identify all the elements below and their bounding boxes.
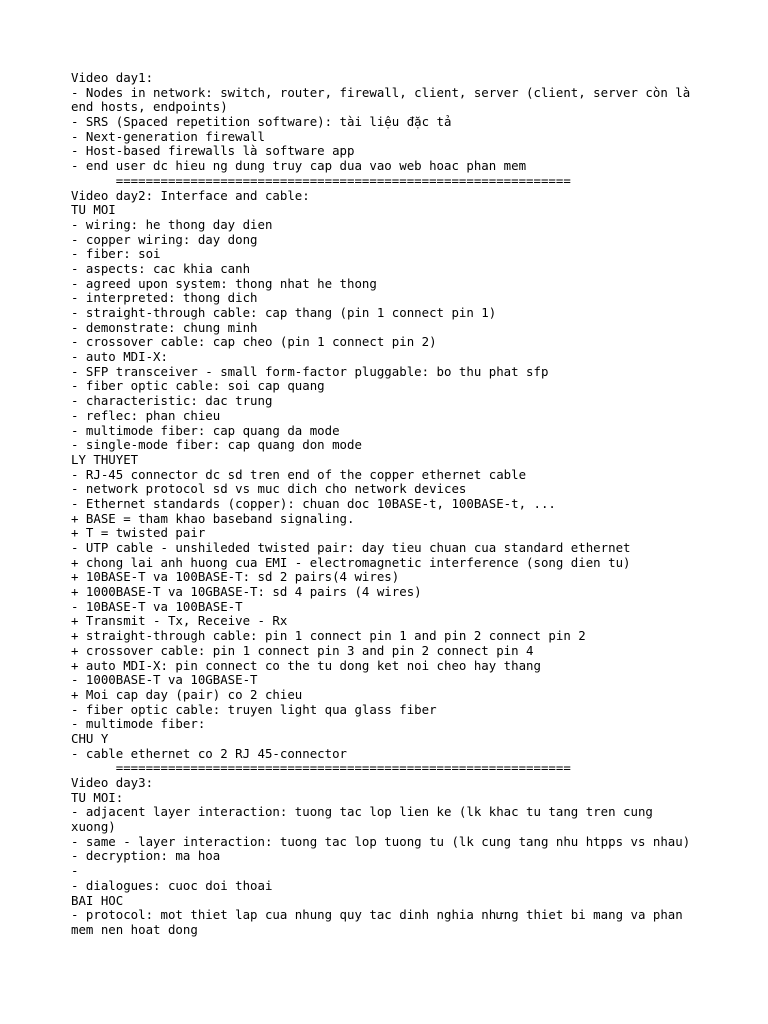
text-line: - Next-generation firewall — [71, 128, 265, 144]
subsection-heading: BAI HOC — [71, 892, 124, 908]
text-line: - fiber: soi — [71, 246, 161, 262]
text-line: - SFP transceiver - small form-factor pluggable: bo thu phat sfp — [71, 363, 549, 379]
notes-text-block — [71, 71, 711, 938]
text-line: + T = twisted pair — [71, 525, 206, 541]
text-line: - fiber optic cable: soi cap quang — [71, 378, 325, 394]
section-divider: ============================================================= — [71, 172, 571, 188]
subsection-heading: CHU Y — [71, 730, 109, 746]
subsection-heading: TU MOI — [71, 202, 116, 218]
text-line: + 10BASE-T va 100BASE-T: sd 2 pairs(4 wires) — [71, 569, 400, 585]
text-line: - 1000BASE-T va 10GBASE-T — [71, 672, 258, 688]
text-line: - multimode fiber: — [71, 716, 206, 732]
text-line: - wiring: he thong day dien — [71, 216, 273, 232]
text-line: - UTP cable - unshileded twisted pair: day tieu chuan cua standard ethernet — [71, 540, 631, 555]
text-line: - auto MDI-X: — [71, 349, 168, 365]
text-line: + straight-through cable: pin 1 connect pin 1 and pin 2 connect pin 2 — [71, 628, 586, 644]
text-line: - fiber optic cable: truyen light qua glass fiber — [71, 701, 437, 717]
text-line: - interpreted: thong dich — [71, 290, 258, 306]
text-line: - reflec: phan chieu — [71, 407, 221, 423]
text-line: + auto MDI-X: pin connect co the tu dong ket noi cheo hay thang — [71, 657, 541, 673]
section-heading: Video day3: — [71, 775, 154, 790]
text-line: + chong lai anh huong cua EMI - electromagnetic interference (song dien tu) — [71, 554, 631, 570]
text-line: - aspects: cac khia canh — [71, 260, 251, 276]
text-line: - SRS (Spaced repetition software): tài liệu đặc tả — [71, 114, 452, 130]
subsection-heading: TU MOI: — [71, 789, 124, 805]
text-line: - same - layer interaction: tuong tac lop tuong tu (lk cung tang nhu htpps vs nhau) — [71, 833, 691, 849]
text-line: + Moi cap day (pair) co 2 chieu — [71, 686, 303, 702]
text-line: - demonstrate: chung minh — [71, 319, 258, 335]
text-line: mem nen hoat dong — [71, 921, 198, 937]
text-line: - adjacent layer interaction: tuong tac lop lien ke (lk khac tu tang tren cung — [71, 804, 653, 820]
text-line: - RJ-45 connector dc sd tren end of the copper ethernet cable — [71, 466, 527, 482]
text-line: - end user dc hieu ng dung truy cap dua vao web hoac phan mem — [71, 158, 527, 174]
text-line: - dialogues: cuoc doi thoai — [71, 877, 273, 893]
text-line: - crossover cable: cap cheo (pin 1 connect pin 2) — [71, 334, 437, 350]
text-line: + Transmit - Tx, Receive - Rx — [71, 613, 288, 629]
text-line: + crossover cable: pin 1 connect pin 3 and pin 2 connect pin 4 — [71, 642, 534, 658]
text-line: - protocol: mot thiet lap cua nhung quy tac dinh nghia nhưng thiet bi mang va phan — [71, 907, 683, 923]
text-line: - Host-based firewalls là software app — [71, 143, 355, 159]
text-line: - cable ethernet co 2 RJ 45-connector — [71, 745, 348, 761]
text-line: - single-mode fiber: cap quang don mode — [71, 437, 362, 453]
text-line: + 1000BASE-T va 10GBASE-T: sd 4 pairs (4 wires) — [71, 584, 422, 600]
text-line: end hosts, endpoints) — [71, 99, 228, 115]
text-line: - network protocol sd vs muc dich cho network devices — [71, 481, 467, 497]
text-line: - copper wiring: day dong — [71, 231, 258, 247]
text-line: - straight-through cable: cap thang (pin 1 connect pin 1) — [71, 305, 497, 320]
text-line: - multimode fiber: cap quang da mode — [71, 422, 340, 438]
subsection-heading: LY THUYET — [71, 451, 139, 467]
text-line: xuong) — [71, 819, 116, 835]
text-line: + BASE = tham khao baseband signaling. — [71, 510, 355, 526]
section-heading: Video day2: Interface and cable: — [71, 187, 310, 203]
text-line: - — [71, 863, 79, 879]
text-line: - 10BASE-T va 100BASE-T — [71, 598, 243, 614]
text-line: - decryption: ma hoa — [71, 848, 221, 864]
section-divider: ============================================================= — [71, 760, 571, 776]
text-line: - Nodes in network: switch, router, firewall, client, server (client, server còn là — [71, 84, 691, 100]
text-line: - Ethernet standards (copper): chuan doc 10BASE-t, 100BASE-t, ... — [71, 495, 556, 511]
text-line: - characteristic: dac trung — [71, 393, 273, 409]
text-line: - agreed upon system: thong nhat he thong — [71, 275, 377, 291]
section-heading: Video day1: — [71, 70, 154, 85]
